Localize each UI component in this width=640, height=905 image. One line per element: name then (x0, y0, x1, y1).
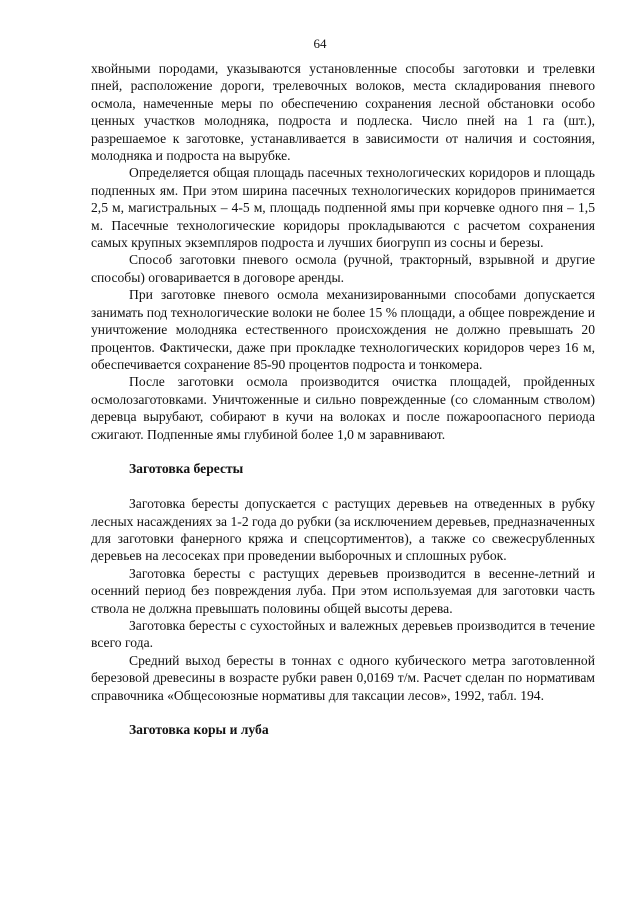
section-gap (91, 704, 595, 721)
page-number: 64 (313, 36, 327, 51)
paragraph: Способ заготовки пневого осмола (ручной, тракторный, взрывной и другие способы) оговаривается в договоре аренды. (91, 252, 595, 285)
paragraph: Определяется общая площадь пасечных технологических коридоров и площадь подпенных ям. При этом ширина пасечных технологических коридоров принимается 2,5 м, магистральных – 4-5 м, площадь подпенной ямы при корчевке одного пня – 1,5 м. Пасечные технологические коридоры прокладываются с расчетом сохранения самых крупных экземпляров подроста и лучших биогрупп из сосны и березы. (91, 165, 595, 251)
section-gap (91, 443, 595, 460)
page-body (91, 60, 595, 739)
section-gap (91, 478, 595, 495)
paragraph-continuation: хвойными породами, указываются установленные способы заготовки и трелевки пней, расположение дороги, трелевочных волоков, места складирования пневого осмола, намеченные меры по обеспечению сохранения лесной обстановки особо ценных участков молодняка, подроста и подлеска. Число пней на 1 га (шт.), разрешаемое к заготовке, устанавливается в зависимости от наличия и состояния, молодняка и подроста на вырубке. (91, 61, 595, 164)
section-heading-bark-bast: Заготовка коры и луба (129, 722, 269, 738)
section-heading-birch-bark: Заготовка бересты (129, 461, 244, 477)
paragraph: Заготовка бересты с растущих деревьев производится в весенне-летний и осенний период без повреждения луба. При этом используемая для заготовки часть ствола не должна превышать половины общей высоты дерева. (91, 565, 595, 616)
paragraph: При заготовке пневого осмола механизированными способами допускается занимать под технологические волоки не более 15 % площади, а общее повреждение и уничтожение молодняка естественного происхождения не должно превышать 20 процентов. Фактически, даже при прокладке технологических коридоров через 16 м, обеспечивается сохранение 85-90 процентов подроста и тонкомера. (91, 287, 595, 372)
paragraph: Заготовка бересты с сухостойных и валежных деревьев производится в течение всего года. (91, 617, 595, 651)
paragraph: После заготовки осмола производится очистка площадей, пройденных осмолозаготовками. Уничтоженные и сильно поврежденные (со сломанным стволом) деревца вырубают, собирают в кучи на волоках и после пожароопасного периода сжигают. Подпенные ямы глубиной более 1,0 м заравнивают. (91, 374, 595, 442)
paragraph: Заготовка бересты допускается с растущих деревьев на отведенных в рубку лесных насаждениях за 1-2 года до рубки (за исключением деревьев, предназначенных для заготовки фанерного кряжа и спецсортиментов), а также со свежесрубленных деревьев на лесосеках при проведении выборочных и сплошных рубок. (91, 496, 595, 564)
paragraph: Средний выход бересты в тоннах с одного кубического метра заготовленной березовой древесины в возрасте рубки равен 0,0169 т/м. Расчет сделан по нормативам справочника «Общесоюзные нормативы для таксации лесов», 1992, табл. 194. (91, 652, 595, 703)
